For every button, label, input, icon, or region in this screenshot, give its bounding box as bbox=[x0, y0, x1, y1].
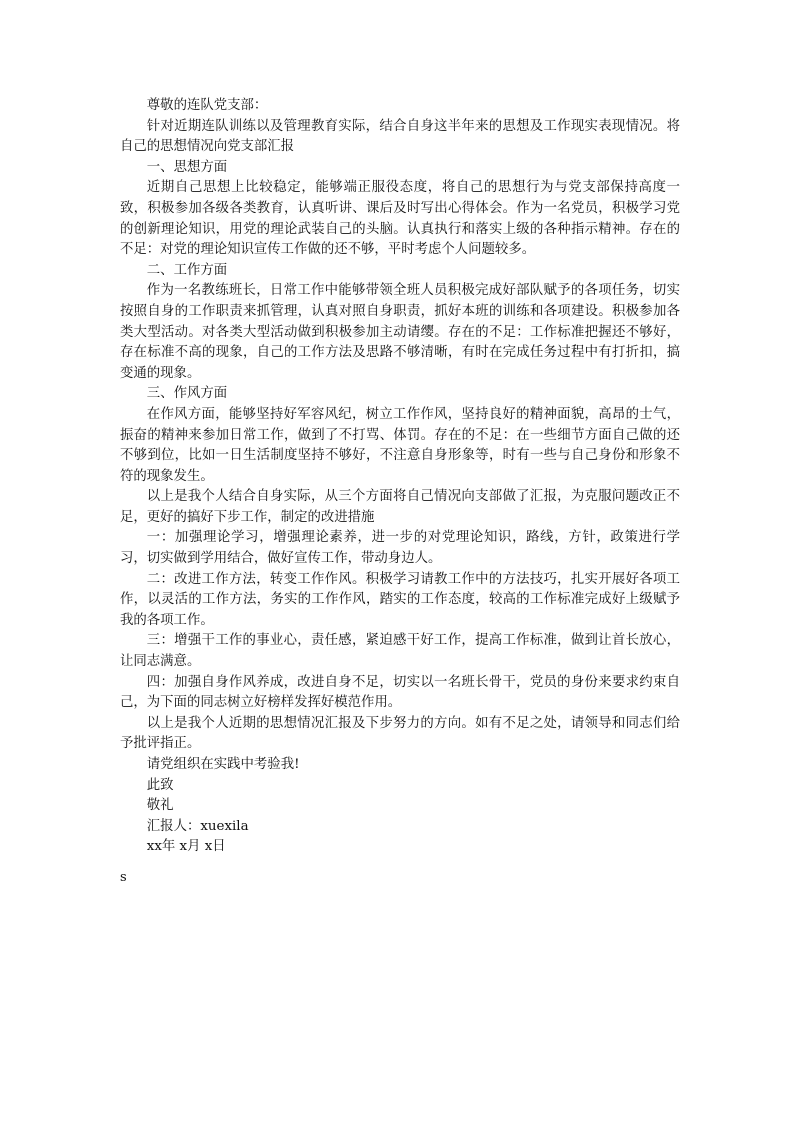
intro-paragraph: 针对近期连队训练以及管理教育实际，结合自身这半年来的思想及工作现实表现情况。将自己的思想情况向党支部汇报 bbox=[120, 118, 680, 155]
section-body-style: 在作风方面，能够坚持好军容风纪，树立工作作风，坚持良好的精神面貌，高昂的士气，振奋的精神来参加日常工作，做到了不打骂、体罚。存在的不足：在一些细节方面自己做的还不够到位，比如一日生活制度坚持不够好，不注意自身形象等，时有一些与自己身份和形象不符的现象发生。 bbox=[120, 406, 680, 484]
regards-line-1: 此致 bbox=[146, 777, 174, 793]
reporter-signature: 汇报人：xuexila bbox=[146, 818, 249, 834]
measure-item: 三：增强干工作的事业心，责任感，紧迫感干好工作，提高工作标准，做到让首长放心，让同志满意。 bbox=[120, 633, 680, 670]
closing-line: 请党组织在实践中考验我! bbox=[146, 757, 300, 772]
section-body-work: 作为一名教练班长，日常工作中能够带领全班人员积极完成好部队赋予的各项任务，切实按照自身的工作职责来抓管理，认真对照自身职责，抓好本班的训练和各项建设。积极参加各类大型活动。对各类大型活动做到积极参加主动请缨。存在的不足：工作标准把握还不够好，存在标准不高的现象，自己的工作方法及思路不够清晰，有时在完成任务过程中有打折扣，搞变通的现象。 bbox=[120, 283, 680, 381]
salutation: 尊敬的连队党支部： bbox=[146, 98, 268, 113]
regards-line-2: 敬礼 bbox=[146, 798, 174, 814]
report-date: xx年 x月 x日 bbox=[146, 839, 226, 855]
measure-item: 一：加强理论学习，增强理论素养，进一步的对党理论知识，路线，方针，政策进行学习，切实做到学用结合，做好宣传工作，带动身边人。 bbox=[120, 530, 680, 567]
summary-paragraph: 以上是我个人结合自身实际，从三个方面将自己情况向支部做了汇报，为克服问题改正不足，更好的搞好下步工作，制定的改进措施 bbox=[120, 489, 680, 525]
measure-item: 四：加强自身作风养成，改进自身不足，切实以一名班长骨干，党员的身份来要求约束自己，为下面的同志树立好榜样发挥好模范作用。 bbox=[120, 674, 680, 711]
measure-item: 二：改进工作方法，转变工作作风。积极学习请教工作中的方法技巧，扎实开展好各项工作，以灵活的工作方法，务实的工作作风，踏实的工作态度，较高的工作标准完成好上级赋予我的各项工作。 bbox=[120, 571, 680, 628]
section-heading-work: 二、工作方面 bbox=[146, 262, 228, 278]
conclusion-paragraph: 以上是我个人近期的思想情况汇报及下步努力的方向。如有不足之处，请领导和同志们给予批评指正。 bbox=[120, 715, 680, 752]
section-heading-thought: 一、思想方面 bbox=[146, 159, 228, 175]
trailing-mark: s bbox=[120, 870, 127, 885]
section-heading-style: 三、作风方面 bbox=[146, 386, 228, 402]
letter-body bbox=[120, 96, 680, 858]
section-body-thought: 近期自己思想上比较稳定，能够端正服役态度，将自己的思想行为与党支部保持高度一致，积极参加各级各类教育，认真听讲、课后及时写出心得体会。作为一名党员，积极学习党的创新理论知识，用党的理论武装自己的头脑。认真执行和落实上级的各种指示精神。存在的不足：对党的理论知识宣传工作做的还不够，平时考虑个人问题较多。 bbox=[120, 180, 680, 258]
